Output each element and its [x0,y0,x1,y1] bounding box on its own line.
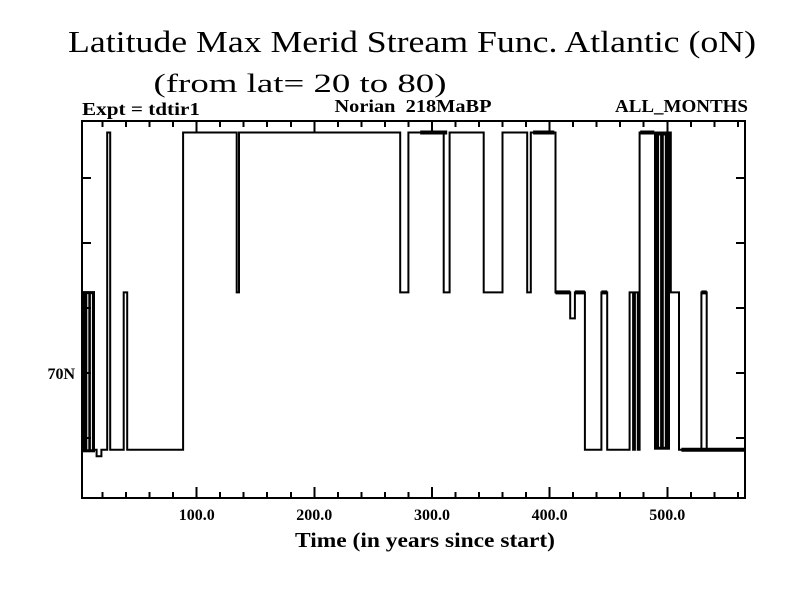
x-tick-label: 500.0 [649,507,686,524]
chart-title: Latitude Max Merid Stream Func. Atlantic (oN) [68,24,756,59]
period-label: Norian 218MaBP [334,96,492,116]
x-axis-label: Time (in years since start) [295,528,555,552]
chart-subtitle: (from lat= 20 to 80) [153,69,447,98]
x-tick-labels [179,507,686,524]
x-tick-label: 100.0 [178,507,215,524]
plot-border [82,121,745,498]
step-trace [82,133,745,457]
experiment-label: Expt = tdtir1 [82,99,200,119]
y-tick-label-70n: 70N [47,366,75,383]
dense-oscillation-band [654,133,670,450]
axes-box-and-ticks [82,121,745,498]
x-tick-label: 400.0 [531,507,568,524]
months-label: ALL_MONTHS [615,96,748,116]
data-series [82,133,745,457]
x-tick-label: 200.0 [296,507,333,524]
dense-oscillation-band [82,291,95,452]
x-tick-label: 300.0 [414,507,450,524]
